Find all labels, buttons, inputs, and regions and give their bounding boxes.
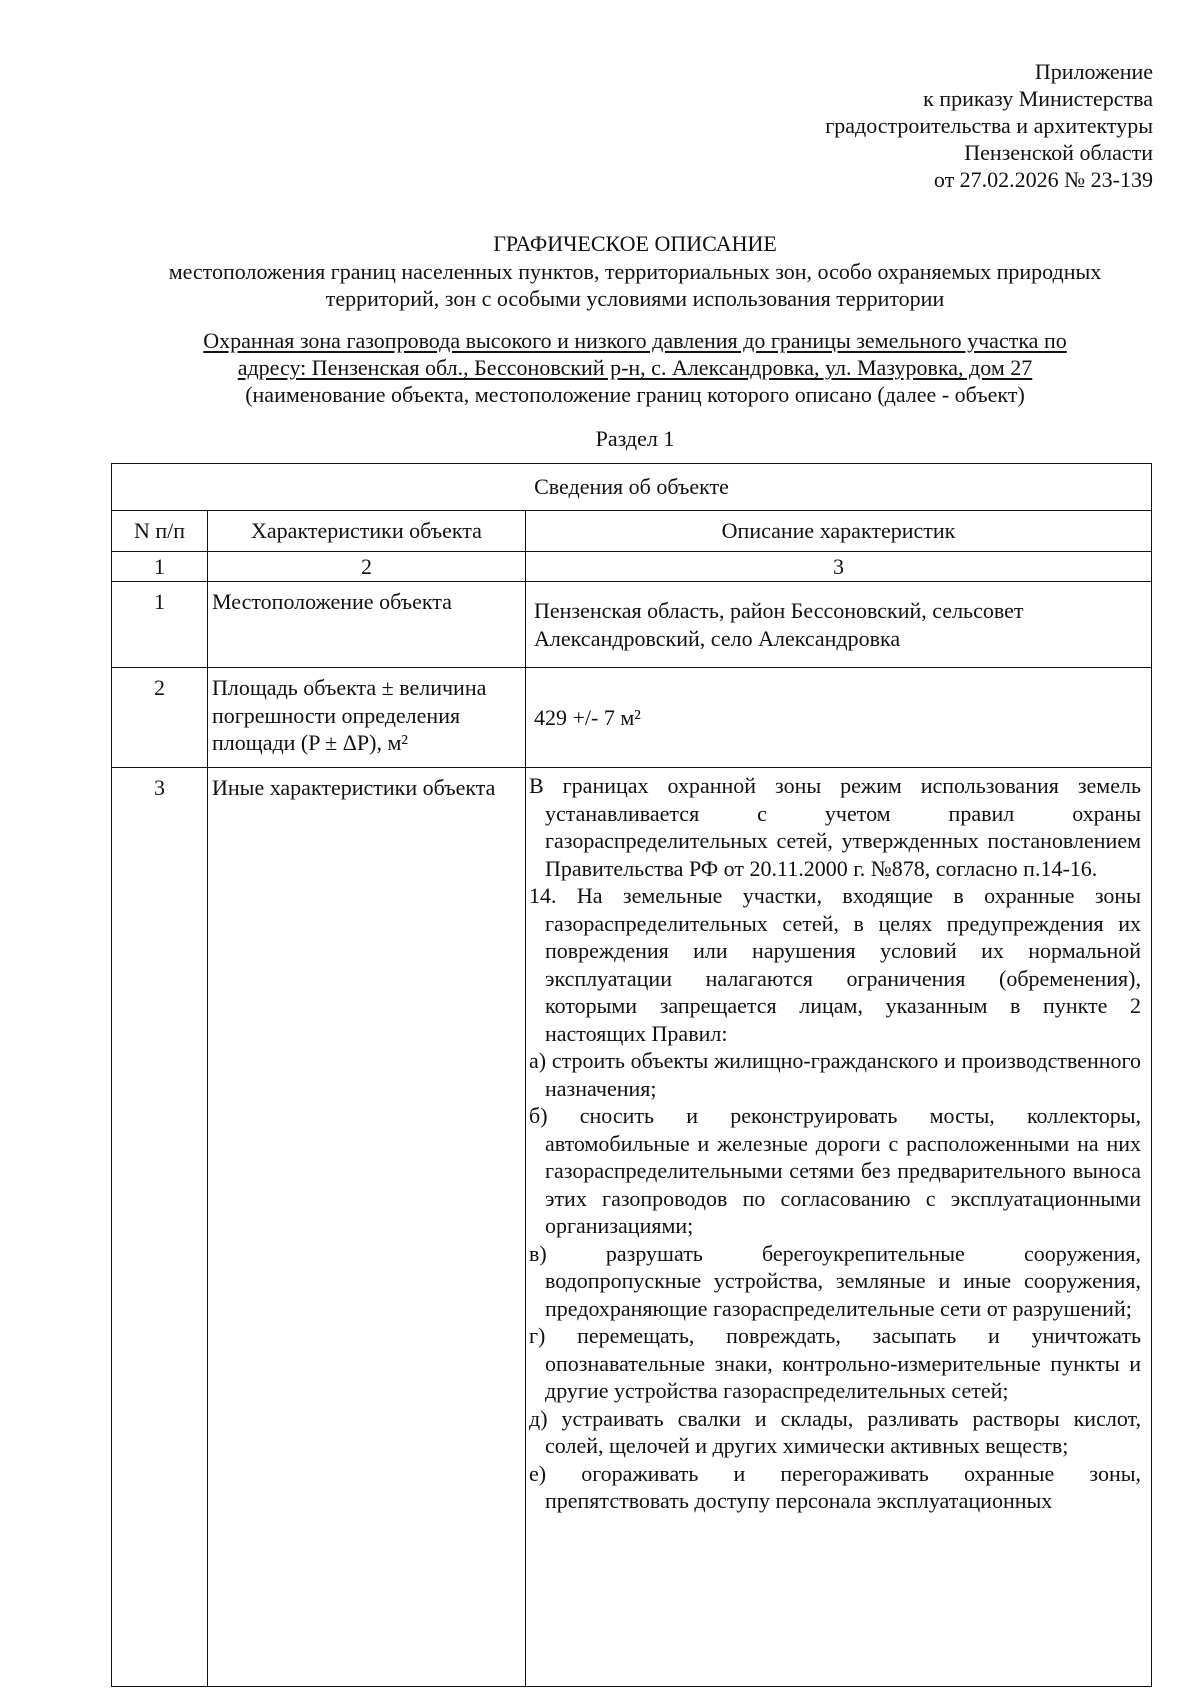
restriction-item: г) перемещать, повреждать, засыпать и уничтожать опознавательные знаки, контрольно-измерительные пункты и другие устройства газораспределительных сетей; bbox=[529, 1323, 1141, 1403]
section-heading: Раздел 1 bbox=[595, 426, 675, 451]
row-number: 2 bbox=[112, 668, 208, 768]
column-number: 3 bbox=[526, 552, 1152, 582]
subtitle-line: территорий, зон с особыми условиями использования территории bbox=[325, 286, 945, 311]
object-name-line: адресу: Пензенская обл., Бессоновский р-н, с. Александровка, ул. Мазуровка, дом 27 bbox=[237, 355, 1033, 380]
object-info-table bbox=[111, 463, 1152, 1687]
subtitle-line: местоположения границ населенных пунктов, территориальных зон, особо охраняемых природных bbox=[168, 259, 1102, 284]
object-name-line: Охранная зона газопровода высокого и низкого давления до границы земельного участка по bbox=[203, 328, 1067, 353]
column-header: N п/п bbox=[112, 511, 208, 552]
column-number: 2 bbox=[208, 552, 526, 582]
appendix-line: к приказу Министерства bbox=[923, 86, 1153, 111]
row-value: 429 +/- 7 м² bbox=[526, 668, 1152, 768]
table-row bbox=[112, 768, 1152, 1687]
restriction-paragraph: В границах охранной зоны режим использования земель устанавливается с учетом правил охраны газораспределительных сетей, утвержденных постановлением Правительства РФ от 20.11.2000 г. №878, согласно п.14-16. bbox=[529, 773, 1141, 881]
row-value: Пензенская область, район Бессоновский, сельсовет Александровский, село Александровка bbox=[526, 582, 1152, 668]
row-label: Местоположение объекта bbox=[208, 582, 526, 668]
table-row bbox=[112, 582, 1152, 668]
document-title: ГРАФИЧЕСКОЕ ОПИСАНИЕ bbox=[493, 231, 777, 256]
row-label: Иные характеристики объекта bbox=[208, 768, 526, 1687]
row-number: 1 bbox=[112, 582, 208, 668]
column-header: Характеристики объекта bbox=[208, 511, 526, 552]
restriction-item: б) сносить и реконструировать мосты, коллекторы, автомобильные и железные дороги с расположенными на них газораспределительными сетями без предварительного выноса этих газопроводов по согласованию с эксплуатационными организациями; bbox=[529, 1103, 1141, 1238]
table-title: Сведения об объекте bbox=[112, 464, 1152, 511]
column-number: 1 bbox=[112, 552, 208, 582]
column-header: Описание характеристик bbox=[526, 511, 1152, 552]
column-number-row bbox=[112, 552, 1152, 582]
object-name-caption: (наименование объекта, местоположение границ которого описано (далее - объект) bbox=[245, 382, 1025, 407]
appendix-order-date: от 27.02.2026 № 23-139 bbox=[933, 167, 1153, 192]
document-subtitle bbox=[110, 258, 1160, 312]
row-number: 3 bbox=[112, 768, 208, 1687]
row-label: Площадь объекта ± величина погрешности определения площади (P ± ΔP), м² bbox=[208, 668, 526, 768]
restriction-item: а) строить объекты жилищно-гражданского и производственного назначения; bbox=[529, 1048, 1141, 1101]
restriction-item: в) разрушать берегоукрепительные сооружения, водопропускные устройства, земляные и иные сооружения, предохраняющие газораспределительные сети от разрушений; bbox=[529, 1240, 1141, 1321]
restriction-paragraph: 14. На земельные участки, входящие в охранные зоны газораспределительных сетей, в целях предупреждения их повреждения или нарушения условий их нормальной эксплуатации налагаются ограничения (обременения), которыми запрещается лицам, указанным в пункте 2 настоящих Правил: bbox=[529, 883, 1141, 1046]
appendix-line: Пензенской области bbox=[964, 140, 1153, 165]
appendix-block bbox=[553, 58, 1153, 193]
restriction-item: д) устраивать свалки и склады, разливать растворы кислот, солей, щелочей и других химически активных веществ; bbox=[529, 1405, 1141, 1458]
object-name bbox=[110, 327, 1160, 381]
appendix-line: Приложение bbox=[1034, 59, 1153, 84]
restriction-item: е) огораживать и перегораживать охранные зоны, препятствовать доступу персонала эксплуатационных bbox=[529, 1460, 1141, 1513]
table-row bbox=[112, 668, 1152, 768]
appendix-line: градостроительства и архитектуры bbox=[825, 113, 1153, 138]
table-header-row bbox=[112, 511, 1152, 552]
row-value bbox=[526, 768, 1152, 1687]
